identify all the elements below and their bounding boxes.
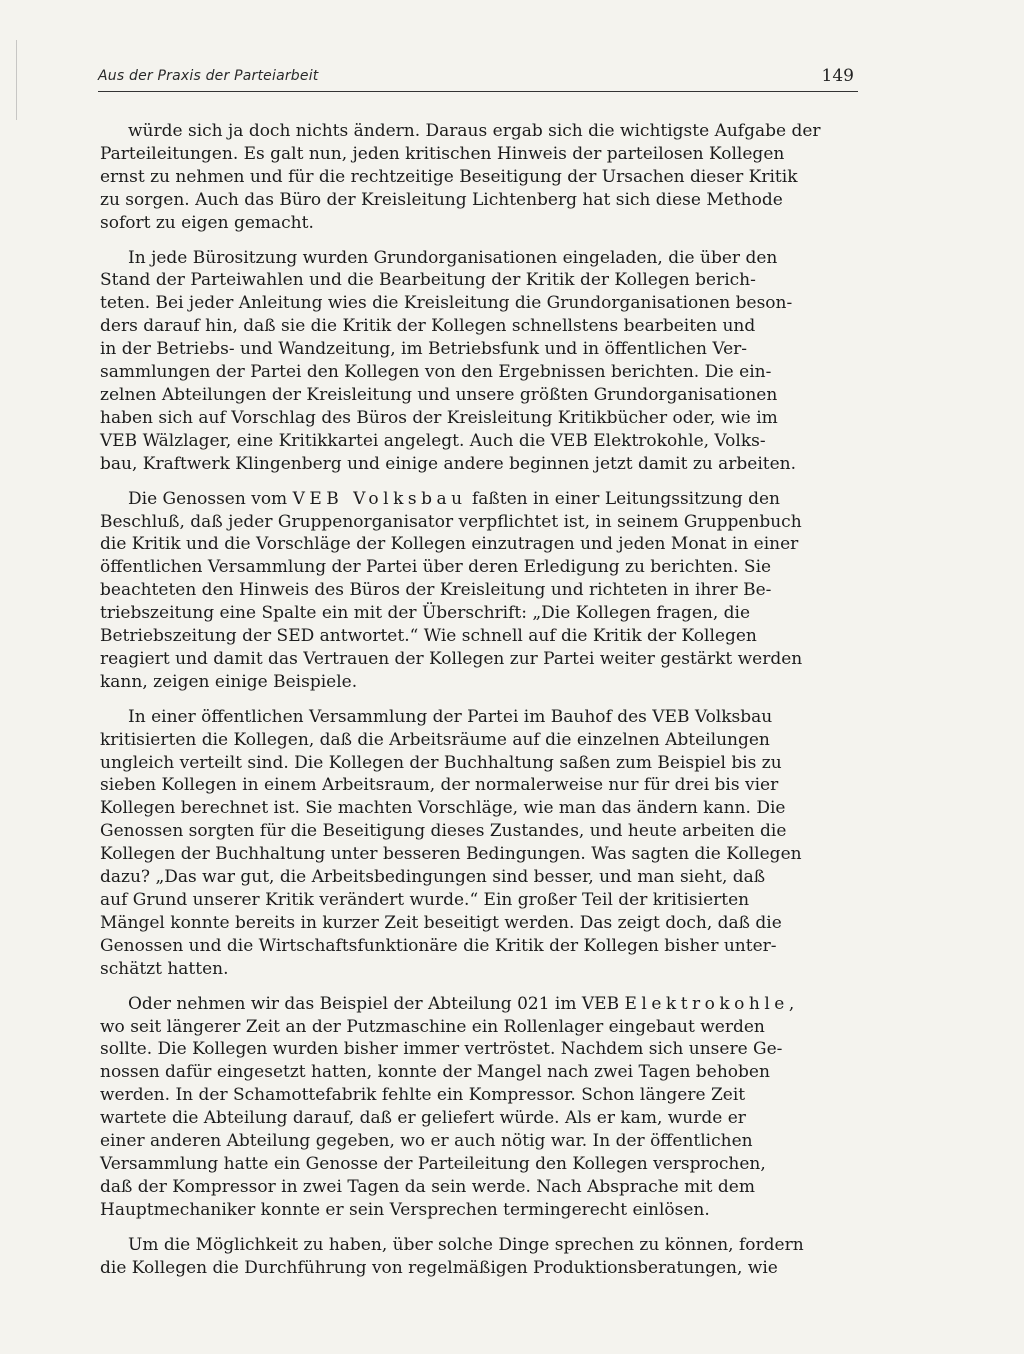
- text-line: ernst zu nehmen und für die rechtzeitige Beseitigung der Ursachen dieser Kritik: [100, 166, 798, 187]
- paragraph: [100, 706, 856, 981]
- text-line: nossen dafür eingesetzt hatten, konnte der Mangel nach zwei Tagen behoben: [100, 1062, 770, 1083]
- running-header-title: Aus der Praxis der Parteiarbeit: [98, 68, 319, 84]
- paragraph: [100, 993, 856, 1222]
- text-line: einer anderen Abteilung gegeben, wo er auch nötig war. In der öffentlichen: [100, 1131, 753, 1152]
- text-line: ders darauf hin, daß sie die Kritik der Kollegen schnellstens bearbeiten und: [100, 316, 756, 337]
- text-line: sollte. Die Kollegen wurden bisher immer vertröstet. Nachdem sich unsere Ge-: [100, 1039, 783, 1060]
- spaced-word: VEB Volksbau: [292, 488, 467, 509]
- paragraph: [100, 488, 856, 694]
- text-line: VEB Wälzlager, eine Kritikkartei angelegt. Auch die VEB Elektrokohle, Volks-: [100, 430, 766, 451]
- text-line: Kollegen berechnet ist. Sie machten Vorschläge, wie man das ändern kann. Die: [100, 798, 786, 819]
- text-line: Die Genossen vom VEB Volksbau faßten in einer Leitungssitzung den: [128, 488, 780, 509]
- text-line: wo seit längerer Zeit an der Putzmaschine ein Rollenlager eingebaut werden: [100, 1016, 765, 1037]
- text-line: bau, Kraftwerk Klingenberg und einige andere beginnen jetzt damit zu arbeiten.: [100, 453, 797, 474]
- text-line: würde sich ja doch nichts ändern. Daraus ergab sich die wichtigste Aufgabe der: [128, 121, 821, 141]
- text-line: In jede Bürositzung wurden Grundorganisationen eingeladen, die über den: [128, 247, 778, 268]
- text-line: daß der Kompressor in zwei Tagen da sein werde. Nach Absprache mit dem: [100, 1176, 755, 1197]
- text-line: schätzt hatten.: [100, 958, 229, 979]
- text-line: auf Grund unserer Kritik verändert wurde.“ Ein großer Teil der kritisierten: [100, 890, 750, 910]
- text-line: die Kritik und die Vorschläge der Kollegen einzutragen und jeden Monat in einer: [100, 534, 799, 555]
- text-line: wartete die Abteilung darauf, daß er geliefert würde. Als er kam, wurde er: [100, 1108, 746, 1129]
- text-line: Hauptmechaniker konnte er sein Versprechen termingerecht einlösen.: [100, 1199, 710, 1220]
- text-line: kritisierten die Kollegen, daß die Arbeitsräume auf die einzelnen Abteilungen: [100, 729, 770, 750]
- paragraph: [100, 247, 856, 476]
- text-line: sieben Kollegen in einem Arbeitsraum, der normalerweise nur für drei bis vier: [100, 775, 779, 796]
- text-line: kann, zeigen einige Beispiele.: [100, 671, 358, 692]
- text-line: in der Betriebs- und Wandzeitung, im Betriebsfunk und in öffentlichen Ver-: [100, 339, 748, 360]
- text-line: teten. Bei jeder Anleitung wies die Kreisleitung die Grundorganisationen beson-: [100, 293, 793, 314]
- paragraph: [100, 120, 856, 235]
- body-text: [100, 120, 856, 1292]
- text-line: zelnen Abteilungen der Kreisleitung und unsere größten Grundorganisationen: [100, 384, 778, 405]
- text-line: Parteileitungen. Es galt nun, jeden kritischen Hinweis der parteilosen Kollegen: [100, 143, 785, 164]
- text-line: Beschluß, daß jeder Gruppenorganisator verpflichtet ist, in seinem Gruppenbuch: [100, 511, 802, 532]
- margin-mark: [16, 40, 17, 120]
- running-header: [98, 66, 854, 90]
- text-line: Versammlung hatte ein Genosse der Parteileitung den Kollegen versprochen,: [100, 1153, 766, 1174]
- text-line: sofort zu eigen gemacht.: [100, 212, 314, 233]
- text-line: beachteten den Hinweis des Büros der Kreisleitung und richteten in ihrer Be-: [100, 580, 772, 601]
- text-line: Genossen und die Wirtschaftsfunktionäre die Kritik der Kollegen bisher unter-: [100, 935, 777, 956]
- paragraph: [100, 1234, 856, 1280]
- text-line: Kollegen der Buchhaltung unter besseren Bedingungen. Was sagten die Kollegen: [100, 844, 802, 865]
- spaced-word: Elektrokohle: [624, 993, 789, 1014]
- text-line: werden. In der Schamottefabrik fehlte ein Kompressor. Schon längere Zeit: [100, 1085, 746, 1106]
- text-line: Um die Möglichkeit zu haben, über solche Dinge sprechen zu können, fordern: [128, 1234, 804, 1255]
- page-number: 149: [821, 66, 854, 86]
- text-line: zu sorgen. Auch das Büro der Kreisleitung Lichtenberg hat sich diese Methode: [100, 189, 783, 210]
- text-line: In einer öffentlichen Versammlung der Partei im Bauhof des VEB Volksbau: [128, 706, 773, 727]
- text-line: Oder nehmen wir das Beispiel der Abteilung 021 im VEB Elektrokohle,: [128, 993, 795, 1014]
- text-line: triebszeitung eine Spalte ein mit der Überschrift: „Die Kollegen fragen, die: [100, 603, 751, 624]
- text-line: ungleich verteilt sind. Die Kollegen der Buchhaltung saßen zum Beispiel bis zu: [100, 752, 782, 773]
- text-line: die Kollegen die Durchführung von regelmäßigen Produktionsberatungen, wie: [100, 1257, 778, 1278]
- text-line: reagiert und damit das Vertrauen der Kollegen zur Partei weiter gestärkt werden: [100, 648, 803, 669]
- text-line: öffentlichen Versammlung der Partei über deren Erledigung zu berichten. Sie: [100, 557, 772, 578]
- text-line: sammlungen der Partei den Kollegen von den Ergebnissen berichten. Die ein-: [100, 362, 772, 383]
- text-line: haben sich auf Vorschlag des Büros der Kreisleitung Kritikbücher oder, wie im: [100, 407, 778, 428]
- text-line: Mängel konnte bereits in kurzer Zeit beseitigt werden. Das zeigt doch, daß die: [100, 912, 782, 933]
- header-rule: [98, 91, 858, 92]
- text-line: Genossen sorgten für die Beseitigung dieses Zustandes, und heute arbeiten die: [100, 821, 787, 842]
- text-line: dazu? „Das war gut, die Arbeitsbedingungen sind besser, und man sieht, daß: [100, 867, 766, 888]
- text-line: Betriebszeitung der SED antwortet.“ Wie schnell auf die Kritik der Kollegen: [100, 626, 757, 647]
- text-line: Stand der Parteiwahlen und die Bearbeitung der Kritik der Kollegen berich-: [100, 270, 756, 291]
